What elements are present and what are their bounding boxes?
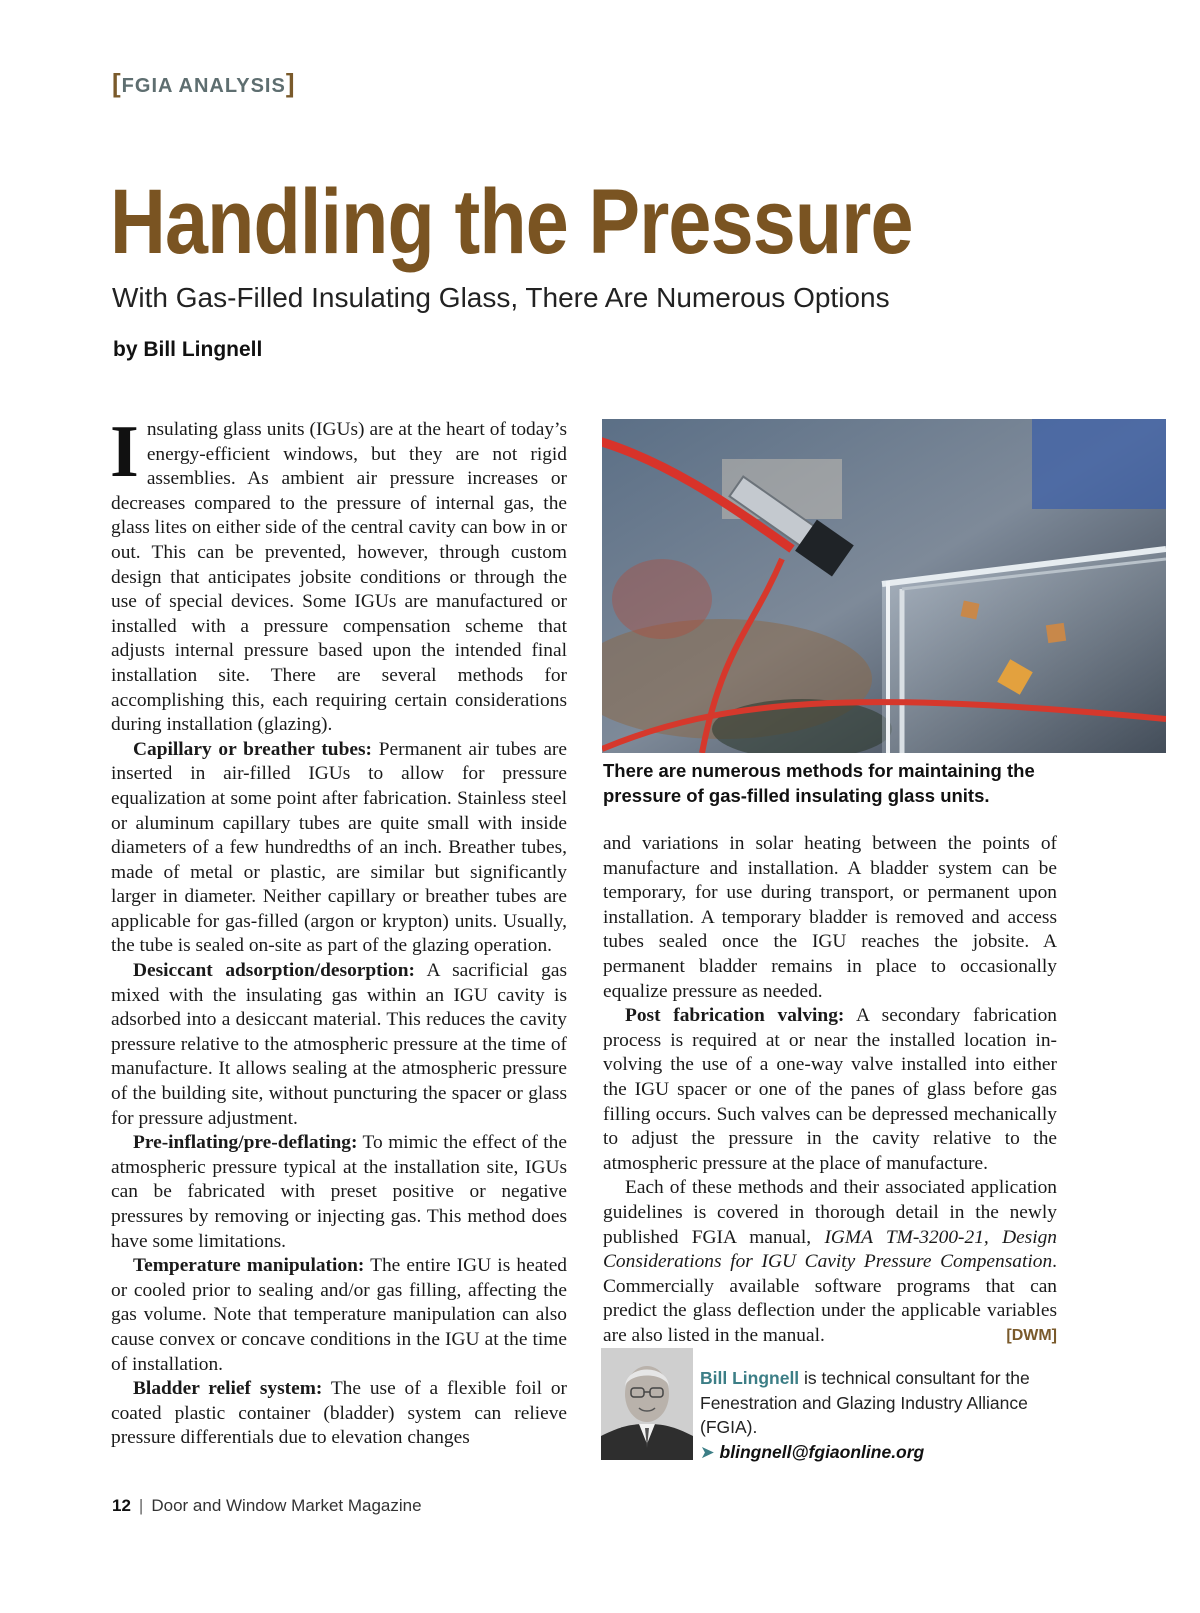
section-text: A sacrificial gas mixed with the insulating gas within an IGU cavity is adsorbed into a desiccant material. This reduces the cavity pressure relative to the atmospheric pressure at the time of manufacture. It allows sealing at the atmospheric pressure of the building site, without puncturing the spacer or glass for pressure adjustment. — [111, 960, 567, 1129]
article-photo — [602, 419, 1166, 753]
section-heading: Desiccant adsorption/desorption: — [133, 960, 415, 982]
author-description: is technical consultant for the Fenestration and Glazing Industry Alliance (FGIA). — [700, 1368, 1030, 1437]
photo-caption: There are numerous methods for maintaining the pressure of gas-filled insulating glass units. — [603, 760, 1035, 806]
section-temperature — [111, 1254, 567, 1377]
section-capillary — [111, 738, 567, 959]
section-kicker — [112, 68, 295, 99]
manual-title: IGMA TM-3200-21, Design Considerations for IGU Cavity Pressure Compensation — [603, 1226, 1057, 1273]
author-bio — [700, 1366, 1060, 1464]
kicker-bracket-close: ] — [285, 68, 296, 98]
section-text: The use of a flexible foil or coated plastic container (bladder) system can relieve pressure differentials due to elevation changes — [111, 1378, 568, 1449]
section-text: Permanent air tubes are inserted in air-filled IGUs to allow for pressure equalization at some point after fabrication. Stainless steel or aluminum capillary tubes are quite small with inside diameters of a few hundredths of an inch. Breather tubes, made of metal or plastic, are similar but significantly larger in diameter. Neither capillary or breather tubes are applicable for gas-filled (argon or krypton) units. Usually, the tube is sealed on-site as part of the glazing operation. — [111, 738, 567, 957]
continuation-paragraph: and variations in solar heating between the points of manufacture and installation. A bladder system can be temporary, for use during transport, or permanent upon installation. A temporary bladder is removed and access tubes sealed once the IGU reaches the jobsite. A permanent bladder remains in place to occasionally equalize pressure as needed. — [603, 833, 1057, 1002]
author-name: Bill Lingnell — [700, 1368, 800, 1388]
section-desiccant — [111, 959, 567, 1131]
section-heading: Post fabrication valving: — [625, 1005, 845, 1027]
footer-separator: | — [138, 1496, 144, 1515]
section-heading: Capillary or breather tubes: — [133, 738, 372, 760]
article-column-left — [110, 411, 568, 1451]
article-byline: by Bill Lingnell — [113, 338, 263, 361]
page-footer — [112, 1496, 422, 1516]
section-text: To mimic the effect of the atmospheric pressure typical at the installation site, IGUs can be fabricated with preset positive or negative pressures by removing or injecting gas. This method does have some limitations. — [111, 1132, 567, 1252]
section-post-fabrication — [603, 1004, 1057, 1176]
closing-text: Each of these methods and their associated application guidelines is covered in thorough detail in the newly published FGIA manual, — [603, 1177, 1057, 1248]
kicker-bracket-open: [ — [112, 68, 122, 98]
section-preinflating — [111, 1131, 567, 1254]
section-bladder — [111, 1377, 567, 1451]
intro-paragraph — [110, 411, 567, 738]
author-headshot — [601, 1348, 693, 1460]
closing-paragraph — [603, 1176, 1057, 1348]
section-text: A secondary fabrication process is required at or near the installed location involving the use of a one-way valve installed into either the IGU spacer or one of the panes of glass before gas filling occurs. Such valves can be depressed mechanically to adjust the pressure in the cavity relative to the atmospheric pressure at the place of manufacture. — [603, 1005, 1057, 1174]
drop-cap: I — [110, 411, 139, 493]
article-title: Handling the Pressure — [110, 171, 913, 273]
section-heading: Bladder relief system: — [133, 1378, 323, 1400]
page-number: 12 — [112, 1496, 131, 1515]
igu-photo-illustration — [602, 419, 1166, 753]
end-tag: [DWM] — [1006, 1326, 1057, 1344]
arrow-icon: ➤ — [700, 1441, 715, 1462]
author-portrait — [601, 1348, 693, 1460]
kicker-label: FGIA ANALYSIS — [121, 75, 286, 97]
article-column-right — [603, 832, 1057, 1348]
intro-text: nsulating glass units (IGUs) are at the heart of today’s energy-efficient windows, but they are not rigid assemblies. As ambient air pressure increases or decreases compared to the pressure of internal gas, the glass lites on either side of the central cavity can bow in or out. This can be prevented, however, through custom design that anticipates jobsite conditions or through the use of special devices. Some IGUs are manufactured or installed with a pressure compensation scheme that adjusts internal pressure based upon the intended final installation site. There are several methods for accomplishing this, each requiring certain considerations during installation (glazing). — [111, 419, 567, 736]
section-heading: Pre-inflating/pre-deflating: — [133, 1132, 358, 1154]
article-subtitle: With Gas-Filled Insulating Glass, There Are Numerous Options — [112, 282, 890, 313]
author-email-link[interactable]: blingnell@fgiaonline.org — [719, 1441, 925, 1462]
closing-text-end: . Commercially available software programs that can predict the glass deflection under the applicable variables are also listed in the manual. — [603, 1251, 1057, 1346]
section-text: The entire IGU is heated or cooled prior to sealing and/or gas filling, affecting the gas volume. Note that temperature manipulation can also cause convex or concave conditions in the IGU at the time of installation. — [111, 1255, 567, 1375]
publication-name: Door and Window Market Magazine — [151, 1496, 422, 1515]
section-heading: Temperature manipulation: — [133, 1255, 365, 1277]
